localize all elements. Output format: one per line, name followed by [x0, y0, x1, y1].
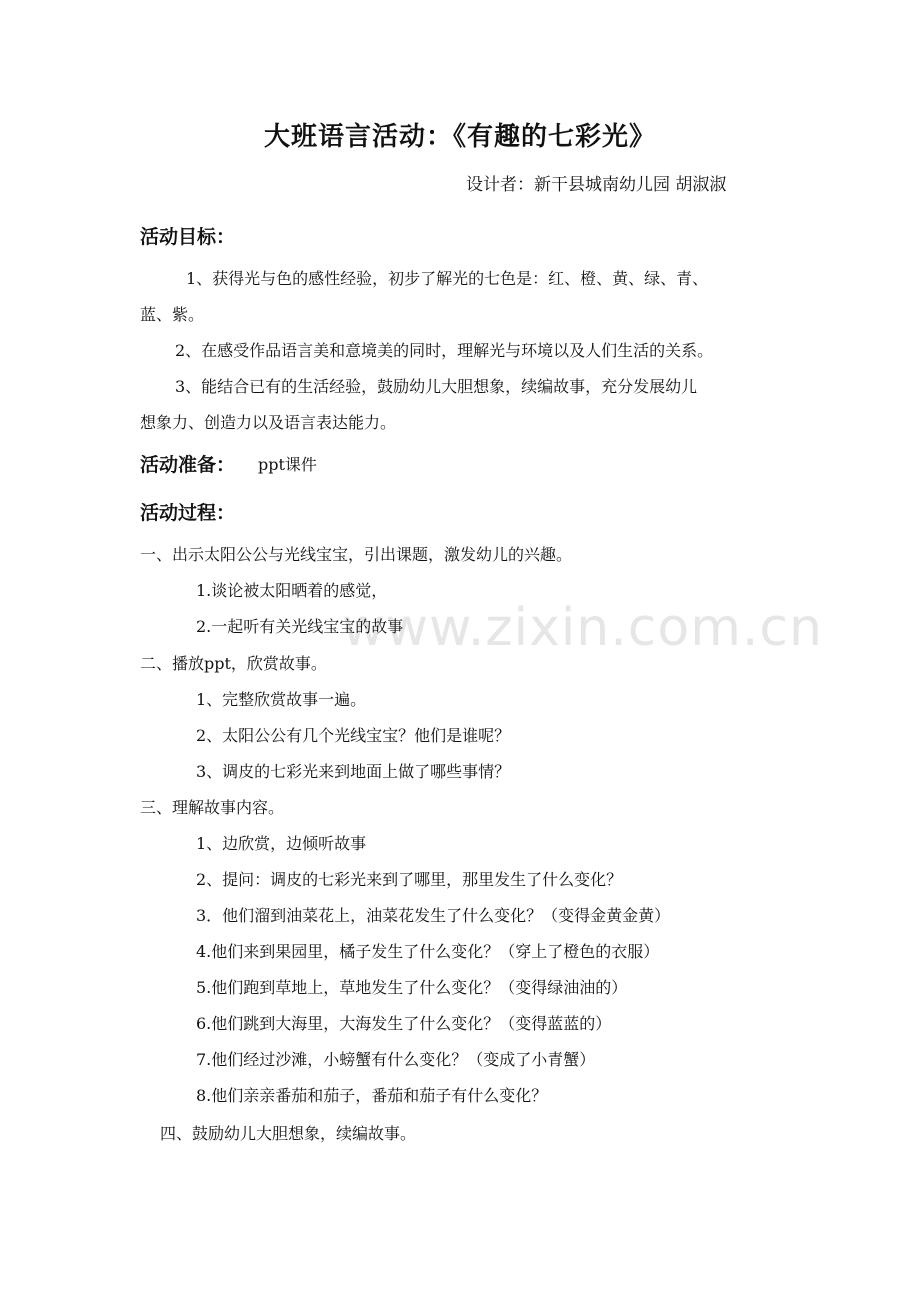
page-title: 大班语言活动：《有趣的七彩光》: [263, 122, 656, 152]
step-3-item-5: 5.他们跑到草地上，草地发生了什么变化？（变得绿油油的）: [196, 978, 628, 997]
goal-1-line-1: 1、获得光与色的感性经验，初步了解光的七色是：红、橙、黄、绿、青、: [186, 269, 709, 288]
step-2: 二、播放ppt，欣赏故事。: [140, 654, 327, 673]
step-4: 四、鼓励幼儿大胆想象，续编故事。: [160, 1124, 417, 1143]
step-2-item-1: 1、完整欣赏故事一遍。: [196, 690, 367, 709]
goal-3-line-1: 3、能结合已有的生活经验，鼓励幼儿大胆想象，续编故事，充分发展幼儿: [175, 377, 698, 396]
goal-2: 2、在感受作品语言美和意境美的同时，理解光与环境以及人们生活的关系。: [175, 341, 714, 360]
prep-value: ppt课件: [258, 455, 317, 474]
goals-heading: 活动目标：: [140, 226, 236, 248]
step-3-item-8: 8.他们亲亲番茄和茄子，番茄和茄子有什么变化？: [196, 1086, 548, 1105]
process-heading: 活动过程：: [140, 502, 236, 524]
step-1-item-1: 1.谈论被太阳晒着的感觉，: [196, 581, 388, 600]
step-2-item-3: 3、调皮的七彩光来到地面上做了哪些事情？: [196, 762, 511, 781]
author-line: 设计者：新干县城南幼儿园 胡淑淑: [466, 175, 727, 195]
step-1-item-2: 2.一起听有关光线宝宝的故事: [196, 617, 404, 636]
watermark: www.zixin.com.cn: [342, 598, 823, 658]
step-3-item-7: 7.他们经过沙滩，小螃蟹有什么变化？（变成了小青蟹）: [196, 1050, 596, 1069]
step-3: 三、理解故事内容。: [140, 798, 285, 817]
goal-1-line-2: 蓝、紫。: [140, 305, 205, 324]
prep-heading: 活动准备：: [140, 454, 236, 476]
step-3-item-6: 6.他们跳到大海里，大海发生了什么变化？（变得蓝蓝的）: [196, 1014, 612, 1033]
step-3-item-1: 1、边欣赏，边倾听故事: [196, 834, 367, 853]
step-3-item-2: 2、提问：调皮的七彩光来到了哪里，那里发生了什么变化？: [196, 870, 623, 889]
goal-3-line-2: 想象力、创造力以及语言表达能力。: [140, 413, 397, 432]
step-2-item-2: 2、太阳公公有几个光线宝宝？他们是谁呢？: [196, 726, 511, 745]
step-3-item-3: 3．他们溜到油菜花上，油菜花发生了什么变化？（变得金黄金黄）: [196, 906, 671, 925]
step-1: 一、出示太阳公公与光线宝宝，引出课题，激发幼儿的兴趣。: [140, 545, 573, 564]
step-3-item-4: 4.他们来到果园里，橘子发生了什么变化？（穿上了橙色的衣服）: [196, 942, 660, 961]
